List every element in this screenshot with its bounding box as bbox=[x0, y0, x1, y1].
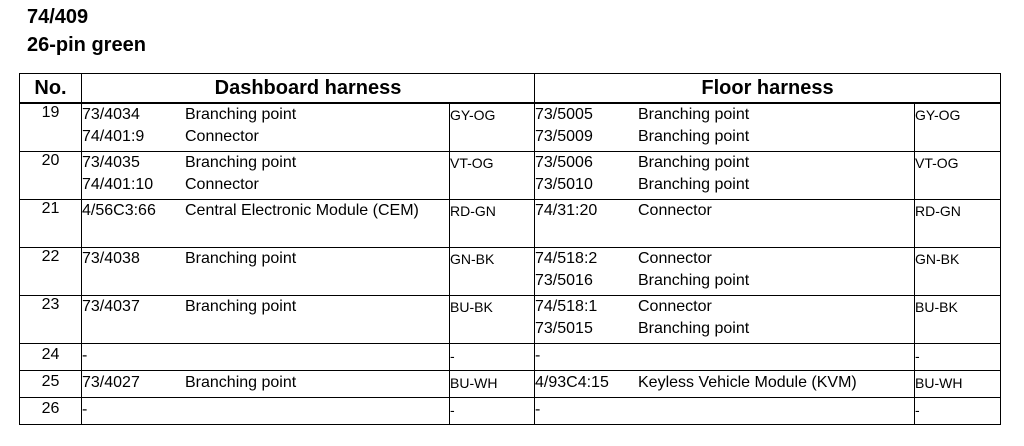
dashboard-wire-color: BU-BK bbox=[450, 296, 535, 344]
harness-entry bbox=[82, 126, 449, 148]
component-description: Branching point bbox=[638, 272, 750, 289]
harness-entry bbox=[535, 126, 914, 148]
dashboard-harness-cell bbox=[82, 152, 450, 200]
pin-row bbox=[20, 398, 1001, 425]
component-id: 73/4037 bbox=[82, 298, 140, 315]
floor-harness-cell bbox=[535, 103, 915, 152]
component-id: 74/518:1 bbox=[535, 298, 598, 315]
floor-harness-cell bbox=[535, 296, 915, 344]
dashboard-harness-cell bbox=[82, 344, 450, 371]
pin-number: 25 bbox=[20, 371, 82, 398]
harness-entry bbox=[535, 152, 914, 174]
floor-wire-color: - bbox=[915, 398, 1001, 425]
pin-number: 20 bbox=[20, 152, 82, 200]
component-description: Branching point bbox=[638, 154, 750, 171]
floor-wire-color: VT-OG bbox=[915, 152, 1001, 200]
component-id: - bbox=[535, 401, 541, 418]
dashboard-harness-cell bbox=[82, 248, 450, 296]
component-id: 73/5010 bbox=[535, 176, 593, 193]
header-row bbox=[20, 74, 1001, 104]
pin-row bbox=[20, 200, 1001, 248]
header-dashboard-harness: Dashboard harness bbox=[82, 74, 535, 104]
component-description: Branching point bbox=[185, 154, 297, 171]
dashboard-harness-cell bbox=[82, 398, 450, 425]
component-description: Connector bbox=[185, 176, 259, 193]
harness-entry bbox=[535, 296, 914, 318]
floor-harness-cell bbox=[535, 200, 915, 248]
dashboard-wire-color: GN-BK bbox=[450, 248, 535, 296]
dashboard-wire-color: RD-GN bbox=[450, 200, 535, 248]
floor-harness-cell bbox=[535, 344, 915, 371]
component-id: - bbox=[535, 347, 541, 364]
component-id: 74/401:9 bbox=[82, 128, 145, 145]
harness-entry bbox=[535, 318, 914, 340]
harness-entry bbox=[82, 152, 449, 174]
component-description: Connector bbox=[185, 128, 259, 145]
dashboard-wire-color: - bbox=[450, 344, 535, 371]
component-id: 73/5015 bbox=[535, 320, 593, 337]
dashboard-wire-color: - bbox=[450, 398, 535, 425]
harness-entry bbox=[535, 345, 914, 367]
component-id: 74/31:20 bbox=[535, 202, 598, 219]
pin-row bbox=[20, 371, 1001, 398]
harness-entry bbox=[535, 200, 914, 222]
component-id: 74/401:10 bbox=[82, 176, 154, 193]
harness-entry bbox=[82, 248, 449, 270]
component-description: Branching point bbox=[185, 106, 297, 123]
component-id: 73/4027 bbox=[82, 374, 140, 391]
pin-number: 19 bbox=[20, 103, 82, 152]
component-description: Central Electronic Module (CEM) bbox=[185, 202, 419, 219]
harness-entry bbox=[82, 174, 449, 196]
component-id: 73/5016 bbox=[535, 272, 593, 289]
connector-description: 26-pin green bbox=[27, 34, 146, 56]
component-id: 73/5009 bbox=[535, 128, 593, 145]
dashboard-wire-color: VT-OG bbox=[450, 152, 535, 200]
pin-row bbox=[20, 296, 1001, 344]
harness-entry bbox=[535, 248, 914, 270]
dashboard-harness-cell bbox=[82, 103, 450, 152]
harness-entry bbox=[82, 399, 449, 421]
pin-table-body bbox=[20, 103, 1001, 425]
floor-wire-color: GN-BK bbox=[915, 248, 1001, 296]
component-description: Branching point bbox=[638, 320, 750, 337]
floor-wire-color: GY-OG bbox=[915, 103, 1001, 152]
floor-wire-color: RD-GN bbox=[915, 200, 1001, 248]
floor-wire-color: - bbox=[915, 344, 1001, 371]
component-id: 73/4038 bbox=[82, 250, 140, 267]
component-description: Branching point bbox=[638, 128, 750, 145]
dashboard-harness-cell bbox=[82, 200, 450, 248]
header-floor-harness: Floor harness bbox=[535, 74, 1001, 104]
harness-entry bbox=[82, 296, 449, 318]
pin-number: 24 bbox=[20, 344, 82, 371]
connector-code: 74/409 bbox=[27, 6, 89, 28]
harness-entry bbox=[82, 104, 449, 126]
pin-row bbox=[20, 344, 1001, 371]
pin-row bbox=[20, 103, 1001, 152]
component-description: Branching point bbox=[185, 250, 297, 267]
harness-entry bbox=[535, 372, 914, 394]
harness-entry bbox=[82, 372, 449, 394]
floor-harness-cell bbox=[535, 398, 915, 425]
harness-entry bbox=[535, 399, 914, 421]
component-description: Branching point bbox=[638, 176, 750, 193]
component-id: 73/4035 bbox=[82, 154, 140, 171]
pin-number: 26 bbox=[20, 398, 82, 425]
dashboard-harness-cell bbox=[82, 296, 450, 344]
component-description: Connector bbox=[638, 250, 712, 267]
component-id: 74/518:2 bbox=[535, 250, 598, 267]
pin-row bbox=[20, 248, 1001, 296]
floor-harness-cell bbox=[535, 248, 915, 296]
component-id: - bbox=[82, 347, 88, 364]
harness-entry bbox=[535, 270, 914, 292]
component-description: Connector bbox=[638, 298, 712, 315]
pin-number: 23 bbox=[20, 296, 82, 344]
pin-row bbox=[20, 152, 1001, 200]
pin-table bbox=[19, 73, 1001, 425]
harness-entry bbox=[535, 104, 914, 126]
component-description: Branching point bbox=[185, 298, 297, 315]
component-id: - bbox=[82, 401, 88, 418]
dashboard-harness-cell bbox=[82, 371, 450, 398]
component-id: 73/4034 bbox=[82, 106, 140, 123]
component-description: Branching point bbox=[638, 106, 750, 123]
component-description: Branching point bbox=[185, 374, 297, 391]
dashboard-wire-color: BU-WH bbox=[450, 371, 535, 398]
header-no: No. bbox=[20, 74, 82, 104]
component-id: 73/5005 bbox=[535, 106, 593, 123]
harness-entry bbox=[82, 345, 449, 367]
floor-wire-color: BU-BK bbox=[915, 296, 1001, 344]
component-description: Keyless Vehicle Module (KVM) bbox=[638, 374, 857, 391]
dashboard-wire-color: GY-OG bbox=[450, 103, 535, 152]
component-description: Connector bbox=[638, 202, 712, 219]
harness-entry bbox=[82, 200, 449, 222]
component-id: 4/93C4:15 bbox=[535, 374, 609, 391]
pin-number: 22 bbox=[20, 248, 82, 296]
harness-entry bbox=[535, 174, 914, 196]
floor-harness-cell bbox=[535, 152, 915, 200]
floor-harness-cell bbox=[535, 371, 915, 398]
component-id: 4/56C3:66 bbox=[82, 202, 156, 219]
component-id: 73/5006 bbox=[535, 154, 593, 171]
pin-number: 21 bbox=[20, 200, 82, 248]
floor-wire-color: BU-WH bbox=[915, 371, 1001, 398]
